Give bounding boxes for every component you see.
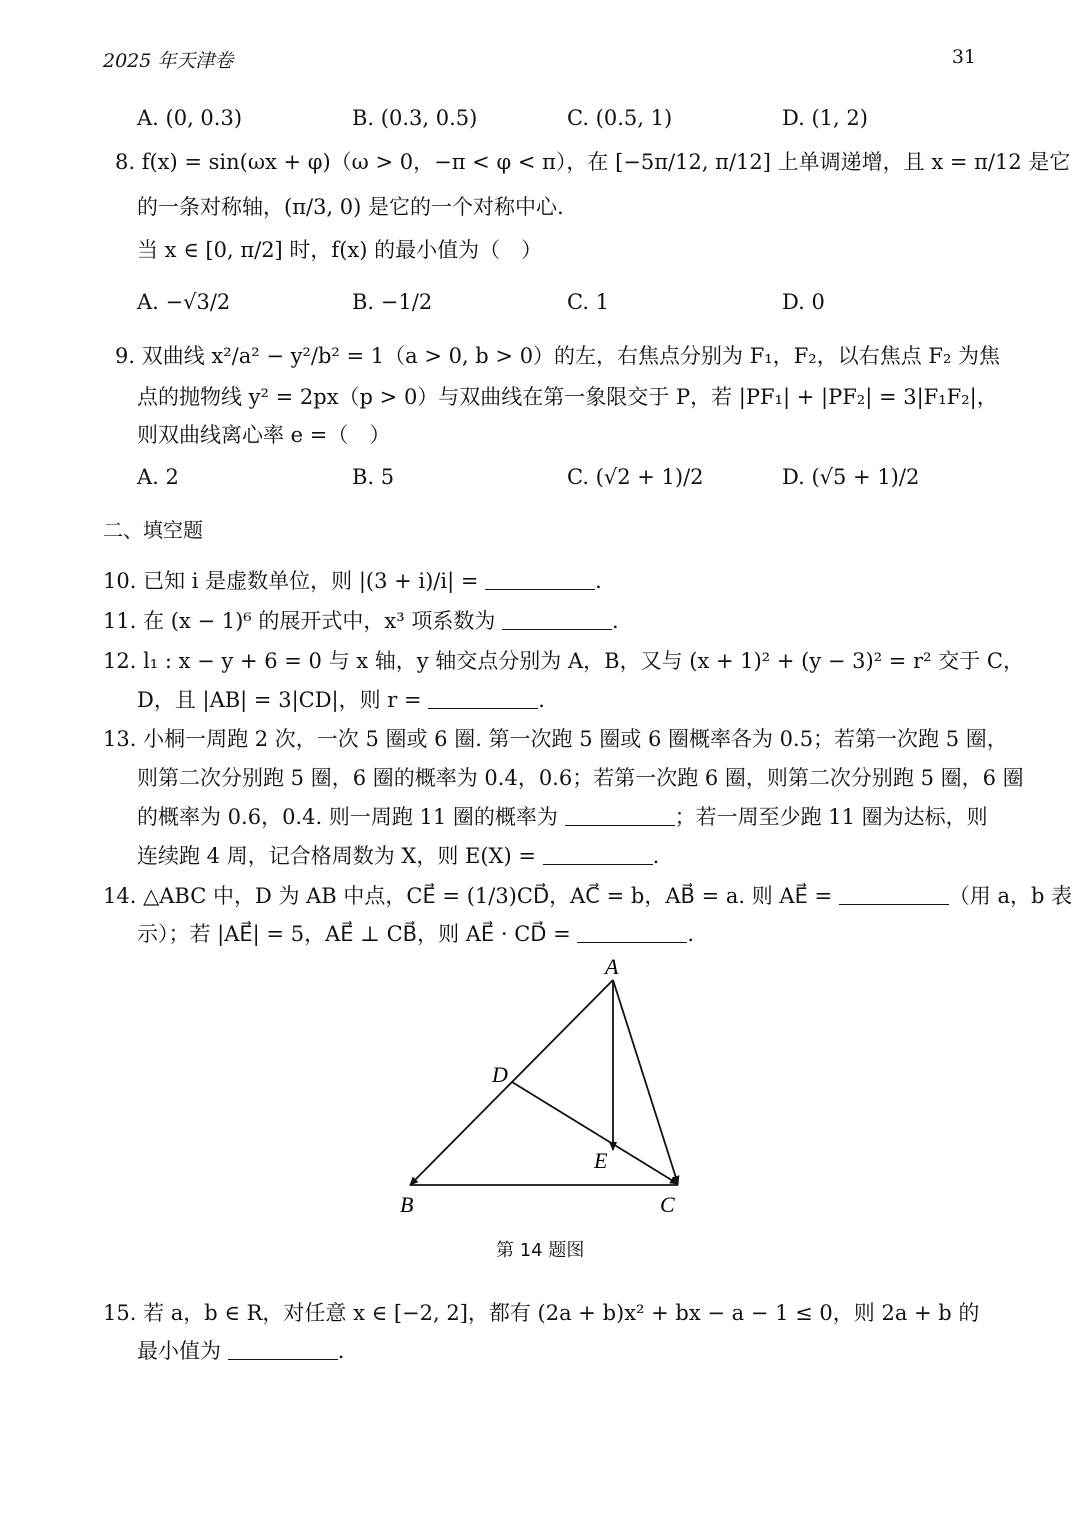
- q13-line-2: 则第二次分别跑 5 圈，6 圈的概率为 0.4，0.6；若第一次跑 6 圈，则第二次分别跑 5 圈，6 圈: [137, 766, 1024, 790]
- q7-option-d: D. (1, 2): [782, 106, 868, 130]
- q15-line-2: 最小值为 .: [137, 1339, 345, 1363]
- q8-option-a: A. −√3/2: [137, 290, 231, 314]
- q15-line-2-text: 最小值为: [137, 1339, 228, 1363]
- label-b: B: [400, 1192, 414, 1217]
- q8-line-1: 8. f(x) = sin(ωx + φ)（ω > 0，−π < φ < π），在 [−5π/12, π/12] 上单调递增，且 x = π/12 是它: [115, 150, 1071, 174]
- section-title: 二、填空题: [103, 518, 203, 542]
- q13-line-3-text-a: 的概率为 0.6，0.4. 则一周跑 11 圈的概率为: [137, 805, 565, 829]
- label-e: E: [594, 1148, 608, 1173]
- label-a: A: [605, 954, 619, 979]
- q14-answer-blank-2[interactable]: [577, 924, 687, 943]
- label-c: C: [660, 1192, 675, 1217]
- q8-line-3: 当 x ∈ [0, π/2] 时，f(x) 的最小值为（ ）: [137, 238, 543, 262]
- q15-line-1: 15. 若 a，b ∈ R，对任意 x ∈ [−2, 2]，都有 (2a + b)x² + bx − a − 1 ≤ 0，则 2a + b 的: [103, 1301, 980, 1325]
- q15-answer-blank[interactable]: [228, 1341, 338, 1360]
- q14-line-1-text-b: （用 a，b 表: [948, 884, 1073, 908]
- triangle-figure: [380, 950, 700, 1225]
- q12-answer-blank[interactable]: [428, 690, 538, 709]
- q9-line-3: 则双曲线离心率 e =（ ）: [137, 423, 391, 447]
- q10-line: 10. 已知 i 是虚数单位，则 |(3 + i)/i| = .: [103, 569, 602, 593]
- q9-line-2: 点的抛物线 y² = 2px（p > 0）与双曲线在第一象限交于 P，若 |PF₁| + |PF₂| = 3|F₁F₂|，: [137, 385, 998, 409]
- q10-answer-blank[interactable]: [485, 571, 595, 590]
- q13-answer-blank-2[interactable]: [543, 846, 653, 865]
- q14-line-1: [103, 880, 1072, 910]
- q8-line-2: 的一条对称轴，(π/3, 0) 是它的一个对称中心.: [137, 195, 564, 219]
- q14-line-2: 示）；若 |AE⃗| = 5，AE⃗ ⊥ CB⃗，则 AE⃗ · CD⃗ = .: [137, 922, 695, 946]
- q14-line-2-text: 示）；若 |AE⃗| = 5，AE⃗ ⊥ CB⃗，则 AE⃗ · CD⃗ =: [137, 922, 578, 946]
- q10-text: 10. 已知 i 是虚数单位，则 |(3 + i)/i| =: [103, 569, 486, 593]
- q11-answer-blank[interactable]: [502, 611, 612, 630]
- q13-line-4-text: 连续跑 4 周，记合格周数为 X，则 E(X) =: [137, 844, 543, 868]
- q8-option-c: C. 1: [567, 290, 610, 314]
- q12-line-2: D，且 |AB| = 3|CD|，则 r = .: [137, 688, 545, 712]
- q8-option-d: D. 0: [782, 290, 825, 314]
- q9-option-c: C. (√2 + 1)/2: [567, 465, 704, 489]
- q8-option-b: B. −1/2: [352, 290, 433, 314]
- q7-option-b: B. (0.3, 0.5): [352, 106, 478, 130]
- figure-caption: 第 14 题图: [496, 1240, 585, 1261]
- q11-line: 11. 在 (x − 1)⁶ 的展开式中，x³ 项系数为 .: [103, 609, 619, 633]
- page-number: 31: [951, 46, 976, 68]
- label-d: D: [492, 1062, 508, 1087]
- q9-option-a: A. 2: [137, 465, 179, 489]
- q7-option-c: C. (0.5, 1): [567, 106, 673, 130]
- q13-line-3-text-b: ；若一周至少跑 11 圈为达标，则: [674, 805, 988, 829]
- q8-options: [137, 290, 997, 314]
- q12-line-2-text: D，且 |AB| = 3|CD|，则 r =: [137, 688, 429, 712]
- q7-option-a: A. (0, 0.3): [137, 106, 243, 130]
- q9-options: [137, 465, 997, 489]
- segment-ac: [613, 980, 678, 1184]
- q13-answer-blank-1[interactable]: [565, 807, 675, 826]
- header-title: 2025 年天津卷: [103, 50, 234, 72]
- q13-line-4: 连续跑 4 周，记合格周数为 X，则 E(X) = .: [137, 844, 660, 868]
- q9-line-1: 9. 双曲线 x²/a² − y²/b² = 1（a > 0, b > 0）的左，右焦点分别为 F₁，F₂，以右焦点 F₂ 为焦: [115, 344, 1001, 368]
- page-header: [103, 46, 976, 73]
- q9-option-d: D. (√5 + 1)/2: [782, 465, 920, 489]
- q14-answer-blank-1[interactable]: [839, 886, 949, 905]
- segment-ab: [410, 980, 613, 1185]
- q13-line-1: 13. 小桐一周跑 2 次，一次 5 圈或 6 圈. 第一次跑 5 圈或 6 圈概率各为 0.5；若第一次跑 5 圈，: [103, 727, 1008, 751]
- q13-line-3: [137, 801, 988, 831]
- q7-options: [137, 106, 997, 130]
- q11-text: 11. 在 (x − 1)⁶ 的展开式中，x³ 项系数为: [103, 609, 502, 633]
- q14-line-1-text-a: 14. △ABC 中，D 为 AB 中点，CE⃗ = (1/3)CD⃗，AC⃗ = b，AB⃗ = a. 则 AE⃗ =: [103, 884, 839, 908]
- q9-option-b: B. 5: [352, 465, 395, 489]
- q12-line-1: 12. l₁ : x − y + 6 = 0 与 x 轴，y 轴交点分别为 A，B，又与 (x + 1)² + (y − 3)² = r² 交于 C，: [103, 649, 1024, 673]
